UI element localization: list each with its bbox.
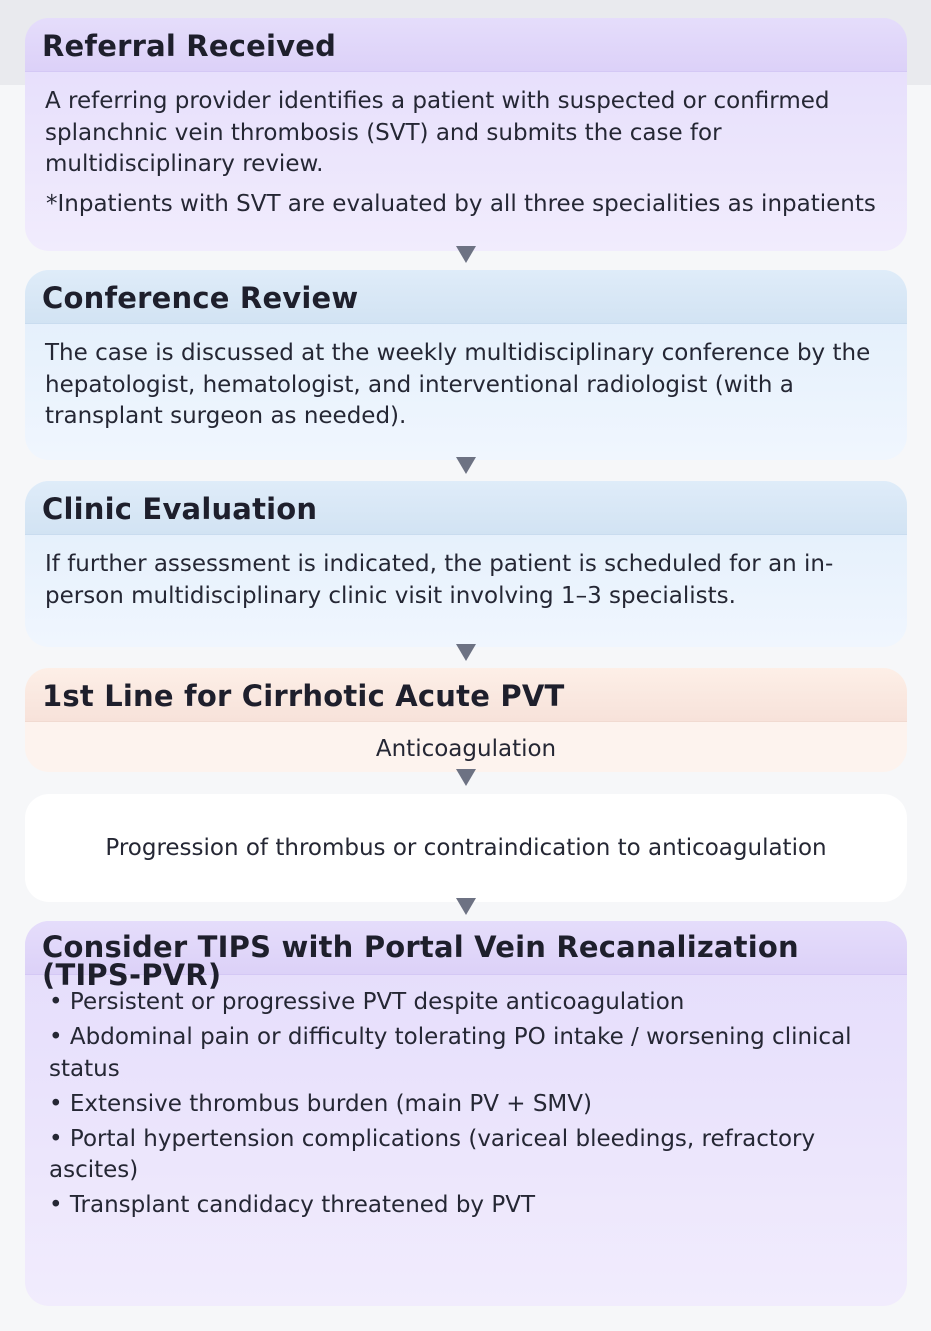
- step-title: Consider TIPS with Portal Vein Recanalization (TIPS-PVR): [25, 921, 907, 975]
- step-first-line-treatment: [25, 668, 907, 772]
- step-conference-review: [25, 270, 907, 460]
- list-item: • Abdominal pain or difficulty tolerating PO intake / worsening clinical status: [49, 1022, 887, 1085]
- step-condition-text: Progression of thrombus or contraindication to anticoagulation: [105, 835, 827, 861]
- flow-arrow-down-icon: [456, 769, 476, 786]
- step-note: *Inpatients with SVT are evaluated by all three specialities as inpatients: [46, 190, 876, 217]
- step-title: 1st Line for Cirrhotic Acute PVT: [25, 668, 907, 722]
- flow-arrow-down-icon: [456, 898, 476, 915]
- step-title: Clinic Evaluation: [25, 481, 907, 535]
- step-title: Conference Review: [25, 270, 907, 324]
- step-treatment-text: Anticoagulation: [375, 736, 557, 762]
- list-item: • Persistent or progressive PVT despite anticoagulation: [49, 987, 887, 1019]
- step-clinic-evaluation: [25, 481, 907, 647]
- list-item: • Portal hypertension complications (variceal bleedings, refractory ascites): [49, 1124, 887, 1187]
- list-item: • Transplant candidacy threatened by PVT: [49, 1190, 887, 1222]
- step-referral-received: [25, 18, 907, 251]
- step-title: Referral Received: [25, 18, 907, 72]
- step-description: A referring provider identifies a patient with suspected or confirmed splanchnic vein thrombosis (SVT) and submits the case for multidisciplinary review.: [45, 88, 830, 177]
- step-description: The case is discussed at the weekly multidisciplinary conference by the hepatologist, hematologist, and interventional radiologist (with a transplant surgeon as needed).: [45, 340, 871, 429]
- flow-arrow-down-icon: [456, 644, 476, 661]
- flow-arrow-down-icon: [456, 246, 476, 263]
- step-consider-tips-pvr: [25, 921, 907, 1306]
- step-progression-condition: [25, 794, 907, 902]
- flow-arrow-down-icon: [456, 457, 476, 474]
- list-item: • Extensive thrombus burden (main PV + SMV): [49, 1089, 887, 1121]
- step-description: If further assessment is indicated, the patient is scheduled for an in-person multidisciplinary clinic visit involving 1–3 specialists.: [45, 551, 834, 609]
- indication-list: [25, 975, 907, 1222]
